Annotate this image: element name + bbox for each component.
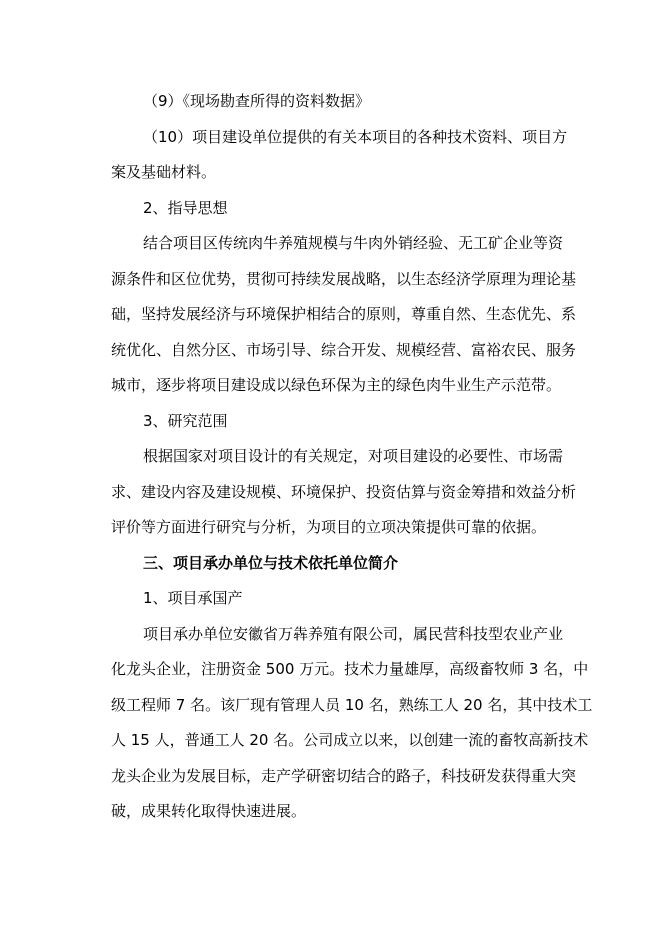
- section-heading-project-undertaker: 1、项目承国产: [143, 589, 243, 607]
- ref-item-10: （10）项目建设单位提供的有关本项目的各种技术资料、项目方: [143, 128, 568, 146]
- paragraph-line: 人 15 人，普通工人 20 名。公司成立以来，以创建一流的畜牧高新技术: [111, 731, 589, 749]
- section-heading-research-scope: 3、研究范围: [143, 412, 228, 430]
- paragraph-line: 础，坚持发展经济与环境保护相结合的原则，尊重自然、生态优先、系: [111, 305, 577, 323]
- paragraph-line: 统优化、自然分区、市场引导、综合开发、规模经营、富裕农民、服务: [111, 341, 577, 359]
- paragraph-line: 化龙头企业，注册资金 500 万元。技术力量雄厚，高级畜牧师 3 名，中: [111, 660, 589, 678]
- paragraph-line: 破，成果转化取得快速进展。: [111, 802, 307, 820]
- ref-item-9: （9）《现场勘查所得的资料数据》: [143, 92, 371, 110]
- paragraph-line: 源条件和区位优势，贯彻可持续发展战略，以生态经济学原理为理论基: [111, 270, 577, 288]
- paragraph-line: 龙头企业为发展目标，走产学研密切结合的路子，科技研发获得重大突: [111, 767, 577, 785]
- paragraph-line: 求、建设内容及建设规模、环境保护、投资估算与资金筹措和效益分析: [111, 483, 577, 501]
- paragraph-line: 城市，逐步将项目建设成以绿色环保为主的绿色肉牛业生产示范带。: [111, 376, 562, 394]
- paragraph-line: 结合项目区传统肉牛养殖规模与牛肉外销经验、无工矿企业等资: [143, 234, 564, 252]
- paragraph-line: 根据国家对项目设计的有关规定，对项目建设的必要性、市场需: [143, 447, 564, 465]
- ref-item-10-cont: 案及基础材料。: [111, 163, 217, 181]
- paragraph-line: 评价等方面进行研究与分析，为项目的立项决策提供可靠的依据。: [111, 518, 547, 536]
- chapter-heading: 三、项目承办单位与技术依托单位简介: [143, 554, 399, 572]
- paragraph-line: 级工程师 7 名。该厂现有管理人员 10 名，熟练工人 20 名，其中技术工: [111, 696, 593, 714]
- section-heading-guiding-ideas: 2、指导思想: [143, 199, 228, 217]
- paragraph-line: 项目承办单位安徽省万犇养殖有限公司，属民营科技型农业产业: [143, 625, 564, 643]
